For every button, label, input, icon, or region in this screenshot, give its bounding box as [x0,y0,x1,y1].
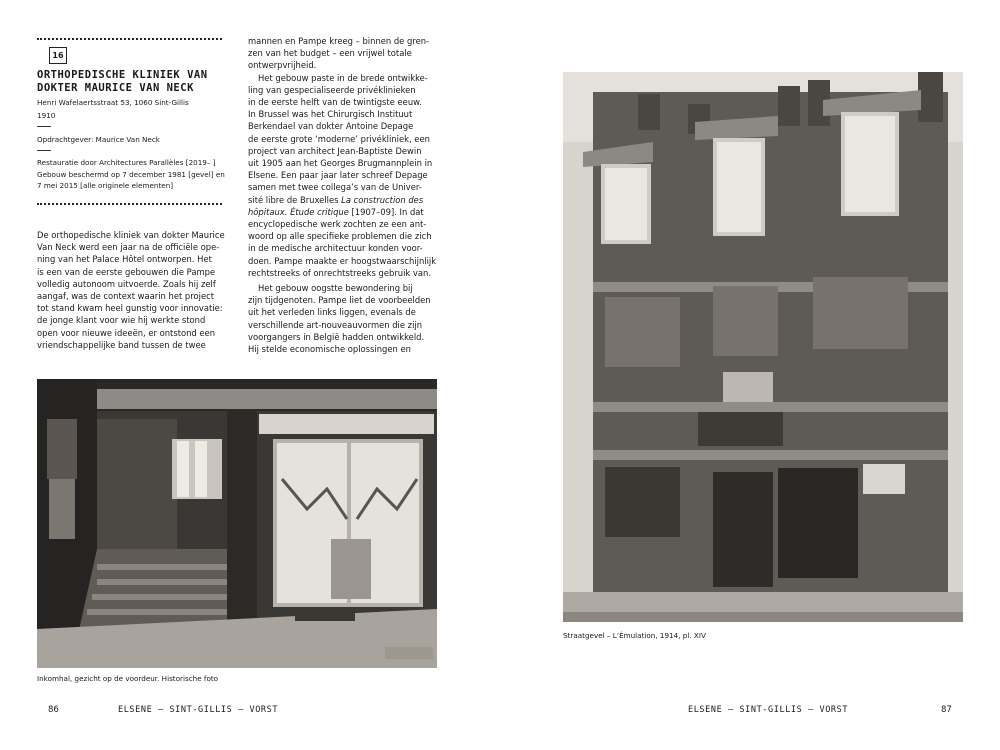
col2-line: samen met twee collega’s van de Univer- [248,182,422,193]
col2-line: uit 1905 aan het Georges Brugmannplein in [248,158,433,169]
entry-number-badge: 16 [49,47,67,64]
col1-line: open voor nieuwe ideeën, er ontstond een [37,327,216,338]
book-title-italic: La construction des [341,194,424,205]
col2-line: uit het verleden links liggen, evenals de [248,307,416,318]
entry-commissioner: Opdrachtgever: Maurice Van Neck [37,135,160,144]
col2-line: rechtstreeks of onrechtstreeks gebruik van. [248,267,431,278]
col1-line: ning van het Palace Hôtel ontworpen. Het [37,254,212,265]
col2-text: sité libre de Bruxelles [248,194,339,205]
left-page-number: 86 [48,705,59,715]
col2-line: Hij stelde economische oplossingen en [248,344,411,355]
right-page-number: 87 [941,705,952,715]
col1-line: de jonge klant voor wie hij werkte stond [37,315,206,326]
entry-year: 1910 [37,111,56,120]
left-footer-running-head: ELSENE – SINT-GILLIS – VORST [118,705,279,715]
col2-line: Het gebouw paste in de brede ontwikke- [258,72,428,83]
col1-line: is een van de eerste gebouwen die Pampe [37,266,216,277]
col1-line: Van Neck werd een jaar na de officiële ope- [37,242,220,253]
col2-line: ontwerpvrijheid. [248,60,317,71]
book-title-italic: hôpitaux. Étude critique [248,206,349,217]
col2-line: Berkendael van dokter Antoine Depage [248,121,414,132]
restoration-line-1: Restauratie door Architectures Parallèles [2019– ] [37,158,216,167]
col2-line: encyclopedische werk zochten ze een ant- [248,219,427,230]
col2-line: project van architect Jean-Baptiste Dewin [248,145,422,156]
entry-title-line-2: DOKTER MAURICE VAN NECK [37,82,194,94]
meta-rule-2 [37,150,51,151]
col2-line: Elsene. Een paar jaar later schreef Depage [248,170,428,181]
col1-line: aangaf, was de context waarin het project [37,291,214,302]
col1-line: De orthopedische kliniek van dokter Maurice [37,230,225,240]
col2-line: verschillende art-nouveauvormen die zijn [248,319,423,330]
col1-line: tot stand kwam heel gunstig voor innovatie: [37,303,223,314]
right-photo-caption: Straatgevel – L’Émulation, 1914, pl. XIV [563,631,706,640]
col2-line: ling van gespecialiseerde privéklinieken [248,84,416,95]
col2-line: In Brussel was het Chirurgisch Instituut [248,109,413,120]
col2-line [248,206,446,218]
meta-rule-1 [37,126,51,127]
entry-restoration [37,157,225,192]
col2-line: in de eerste helft van de twintigste eeuw. [248,97,422,108]
col2-line: in de medische architectuur konden voor- [248,243,423,254]
col2-line: voorgangers in België hadden ontwikkeld. [248,331,425,342]
body-column-1 [37,229,237,351]
entrance-hall-photo [37,379,437,668]
street-facade-photo [563,72,963,622]
body-column-2 [248,35,446,355]
col1-line: volledig autonoom uitvoerde. Zoals hij zelf [37,278,216,289]
left-photo-caption: Inkomhal, gezicht op de voordeur. Historische foto [37,674,219,683]
col2-line: Het gebouw oogstte bewondering bij [258,283,413,294]
col2-text: [1907–09]. In dat [351,206,424,217]
entry-title-line-1: ORTHOPEDISCHE KLINIEK VAN [37,69,208,81]
col2-line: de eerste grote ‘moderne’ privékliniek, een [248,133,430,144]
restoration-line-3: 7 mei 2015 [alle originele elementen] [37,181,174,190]
col2-line: zen van het budget – een vrijwel totale [248,48,412,59]
col2-line: mannen en Pampe kreeg – binnen de gren- [248,36,430,46]
restoration-line-2: Gebouw beschermd op 7 december 1981 [gevel] en [37,169,225,179]
top-dotted-rule [37,38,222,40]
col2-line: zijn tijdgenoten. Pampe liet de voorbeelden [248,295,431,306]
entry-title [37,69,237,95]
col2-line: doen. Pampe maakte er hoogstwaarschijnlijk [248,255,437,266]
col2-line: woord op alle specifieke problemen die zich [248,231,432,242]
right-footer-running-head: ELSENE – SINT-GILLIS – VORST [688,705,849,715]
col2-line [248,194,446,206]
col1-line: vriendschappelijke band tussen de twee [37,339,206,350]
bottom-dotted-rule [37,203,222,205]
entry-address: Henri Wafelaertsstraat 53, 1060 Sint-Gillis [37,98,189,107]
